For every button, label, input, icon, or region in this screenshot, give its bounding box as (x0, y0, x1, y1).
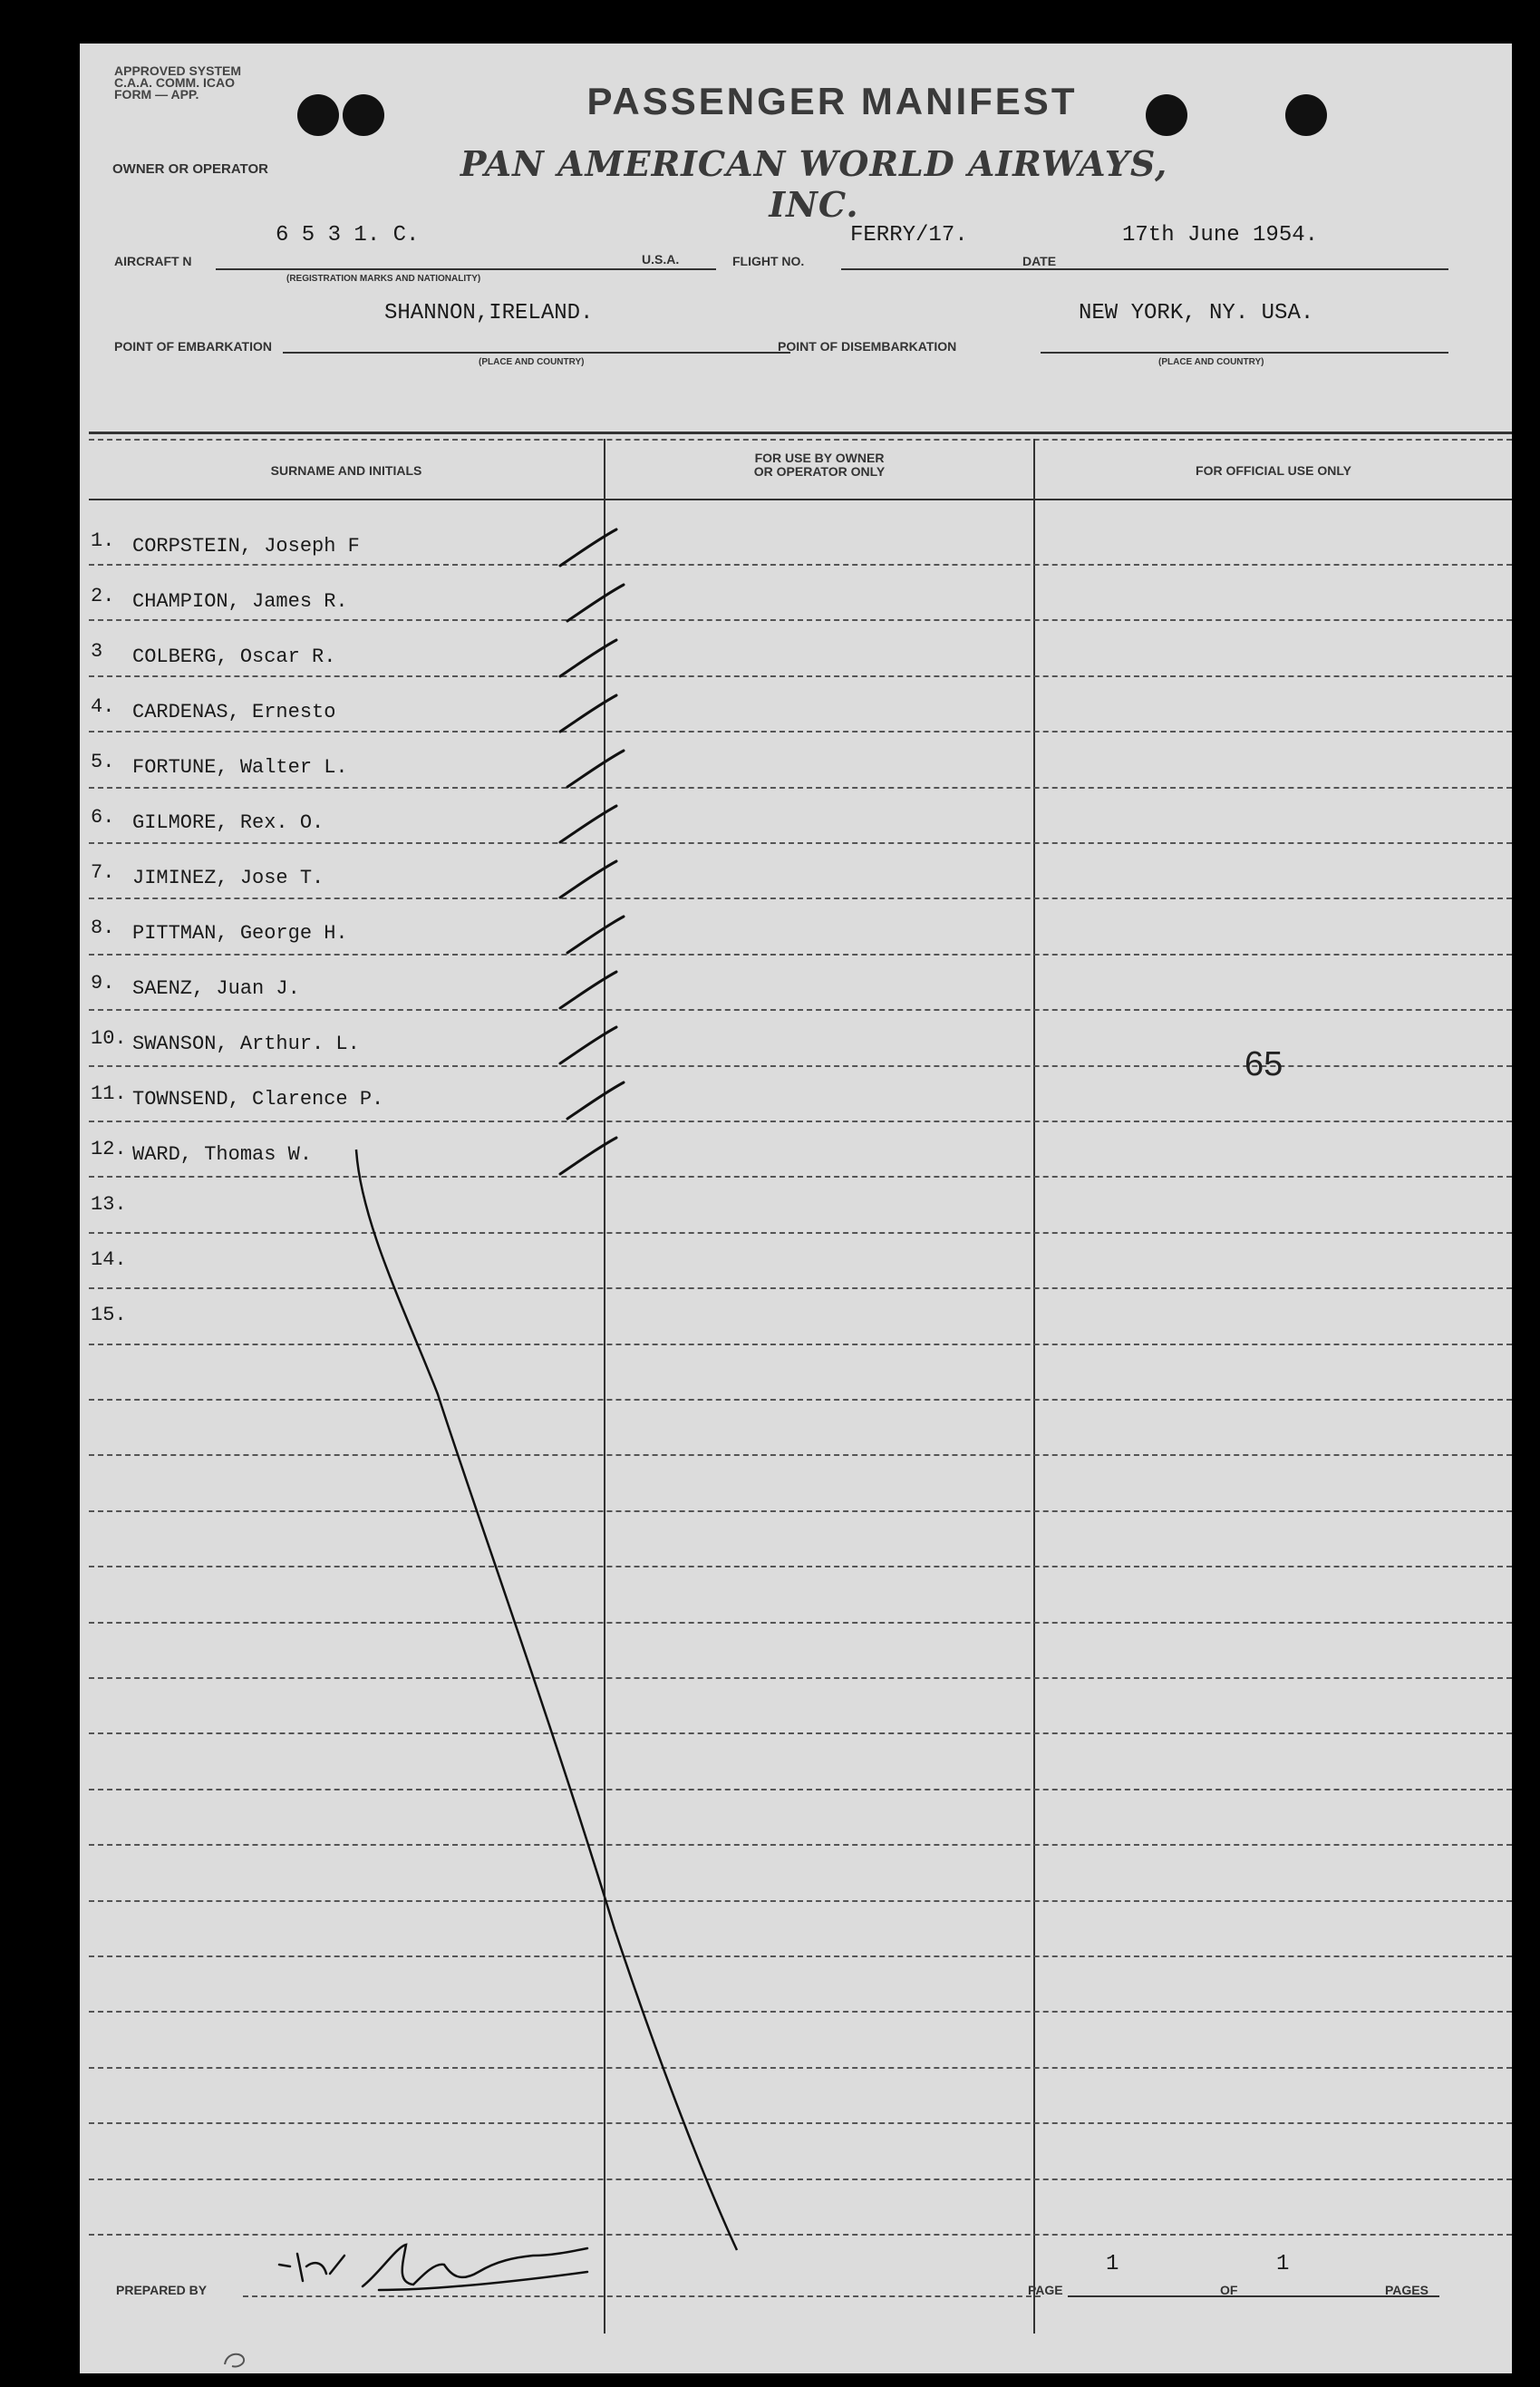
check-tick (560, 806, 616, 842)
disembark-label: POINT OF DISEMBARKATION (778, 339, 957, 354)
embark-value: SHANNON,IRELAND. (384, 301, 594, 325)
col-header-surname: SURNAME AND INITIALS (270, 463, 422, 478)
check-tick (560, 695, 616, 732)
inspector-stamp (225, 2354, 244, 2367)
pages-label: PAGES (1385, 2283, 1429, 2297)
passenger-name: FORTUNE, Walter L. (132, 756, 348, 779)
passenger-name: CARDENAS, Ernesto (132, 701, 336, 723)
owner-label: OWNER OR OPERATOR (112, 161, 268, 177)
row-number: 4. (91, 695, 115, 718)
strike-line (356, 1150, 737, 2250)
page-value: 1 (1106, 2252, 1119, 2276)
aircraft-label: AIRCRAFT N (114, 254, 192, 268)
check-tick (560, 1027, 616, 1063)
passenger-name: CORPSTEIN, Joseph F (132, 535, 360, 558)
check-tick (560, 972, 616, 1008)
prepared-label: PREPARED BY (116, 2283, 208, 2297)
check-tick (567, 585, 624, 621)
country-label: U.S.A. (642, 252, 680, 267)
passenger-name: CHAMPION, James R. (132, 590, 348, 613)
signature (279, 2245, 587, 2290)
passenger-name: TOWNSEND, Clarence P. (132, 1088, 384, 1111)
passenger-name: PITTMAN, George H. (132, 922, 348, 945)
row-number: 10. (91, 1027, 127, 1050)
row-number: 3 (91, 640, 103, 663)
row-number: 7. (91, 861, 115, 884)
col-header-owner-line2: OR OPERATOR ONLY (753, 464, 886, 479)
row-number: 2. (91, 585, 115, 607)
check-tick (567, 917, 624, 953)
col-header-official: FOR OFFICIAL USE ONLY (1196, 463, 1351, 478)
passenger-name: WARD, Thomas W. (132, 1143, 313, 1166)
passenger-name: GILMORE, Rex. O. (132, 811, 324, 834)
flight-value: FERRY/17. (850, 223, 968, 247)
check-tick (560, 861, 616, 898)
check-tick (567, 751, 624, 787)
row-number: 6. (91, 806, 115, 829)
row-number: 8. (91, 917, 115, 939)
row-number: 14. (91, 1248, 127, 1271)
check-tick (560, 1138, 616, 1174)
disembark-value: NEW YORK, NY. USA. (1079, 301, 1314, 325)
row-number: 9. (91, 972, 115, 995)
passenger-name: SWANSON, Arthur. L. (132, 1033, 360, 1055)
form-title: PASSENGER MANIFEST (586, 80, 1078, 122)
date-label: DATE (1022, 254, 1057, 268)
row-number: 11. (91, 1082, 127, 1105)
disembark-note: (PLACE AND COUNTRY) (1158, 357, 1264, 367)
of-label: OF (1220, 2283, 1238, 2297)
page-label: PAGE (1028, 2283, 1063, 2297)
passenger-name: COLBERG, Oscar R. (132, 645, 336, 668)
passenger-name: SAENZ, Juan J. (132, 977, 300, 1000)
row-number: 5. (91, 751, 115, 773)
ink-marks (80, 44, 1512, 2373)
check-tick (560, 529, 616, 566)
approval-stamp: APPROVED SYSTEM C.A.A. COMM. ICAO FORM — APP. (114, 63, 242, 102)
row-number: 13. (91, 1193, 127, 1216)
date-value: 17th June 1954. (1122, 223, 1319, 247)
official-mark: 65 (1245, 1045, 1283, 1083)
flight-label: FLIGHT NO. (732, 254, 805, 268)
row-number: 1. (91, 529, 115, 552)
aircraft-value: 6 5 3 1. C. (276, 223, 420, 247)
airline-name: PAN AMERICAN WORLD AIRWAYS, INC. (460, 143, 1168, 225)
embark-label: POINT OF EMBARKATION (114, 339, 272, 354)
manifest-sheet (80, 44, 1512, 2373)
col-header-owner-line1: FOR USE BY OWNER (754, 451, 885, 465)
passenger-name: JIMINEZ, Jose T. (132, 867, 324, 889)
of-value: 1 (1276, 2252, 1290, 2276)
row-number: 15. (91, 1304, 127, 1326)
check-tick (560, 640, 616, 676)
embark-note: (PLACE AND COUNTRY) (479, 357, 585, 367)
row-number: 12. (91, 1138, 127, 1160)
registration-note: (REGISTRATION MARKS AND NATIONALITY) (286, 274, 481, 284)
check-tick (567, 1082, 624, 1119)
